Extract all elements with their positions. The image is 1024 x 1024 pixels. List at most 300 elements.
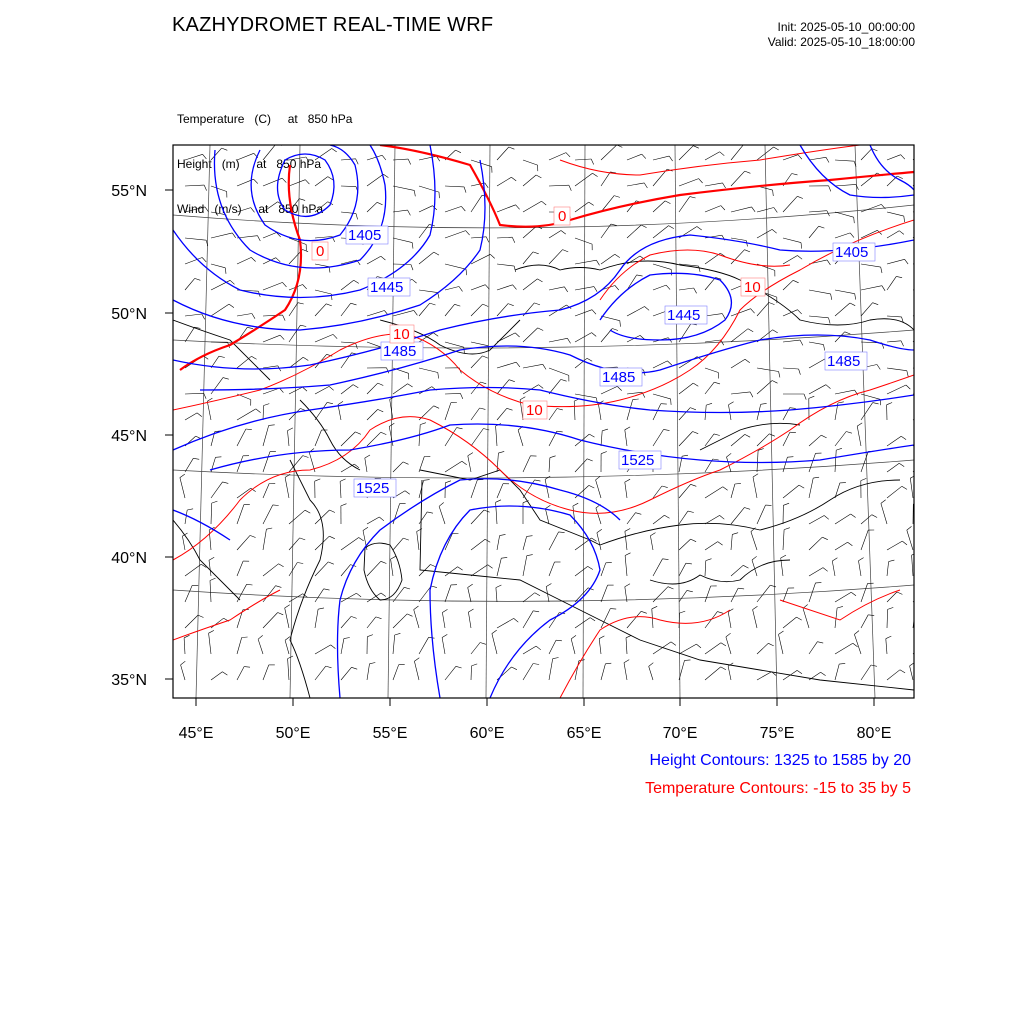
wind-barb <box>263 564 279 576</box>
map-frame <box>173 145 914 698</box>
wind-barb <box>835 290 855 294</box>
wind-barb <box>549 250 563 264</box>
temperature-label <box>312 242 328 260</box>
wind-barb-flag <box>516 205 520 210</box>
wind-barb <box>625 430 627 446</box>
wind-barb <box>445 567 458 576</box>
wind-barb <box>861 403 873 420</box>
wind-barb-flag <box>514 618 519 622</box>
wind-barb <box>471 510 484 524</box>
wind-barb <box>887 276 896 290</box>
wind-barb <box>419 186 439 192</box>
wind-barb-flag <box>846 432 852 434</box>
wind-barb-flag <box>801 243 802 249</box>
wind-barb-flag <box>792 174 798 175</box>
wind-barb <box>315 589 324 602</box>
wind-barb <box>209 560 211 576</box>
wind-barb-flag <box>411 265 413 271</box>
wind-barb <box>596 480 601 498</box>
wind-barb <box>419 290 438 293</box>
wind-barb <box>854 634 861 654</box>
wind-barb-flag <box>408 384 413 387</box>
wind-barb <box>341 667 352 680</box>
wind-barb-flag <box>305 510 310 513</box>
wind-barb-flag <box>615 286 619 291</box>
wind-barb <box>445 666 456 680</box>
wind-barb <box>497 304 508 316</box>
wind-barb-flag <box>329 536 335 539</box>
wind-barb-flag <box>829 318 831 324</box>
wind-barb-flag <box>797 617 802 620</box>
wind-barb-flag <box>204 185 206 191</box>
wind-barb <box>497 484 503 498</box>
wind-barb-flag <box>563 250 569 252</box>
wind-barb <box>861 149 872 160</box>
wind-barb-flag <box>817 642 823 643</box>
wind-barb-flag <box>466 231 470 236</box>
wind-barb <box>393 504 400 524</box>
wind-barb <box>599 639 601 654</box>
height-label <box>354 479 396 497</box>
wind-barb-flag <box>625 427 630 430</box>
wind-barb <box>835 233 850 238</box>
wind-barb <box>393 186 414 190</box>
wind-barb <box>211 233 232 238</box>
lon-label: 70°E <box>662 725 698 742</box>
wind-barb <box>679 288 694 290</box>
wind-barb <box>731 392 750 394</box>
wind-barb <box>496 588 497 602</box>
wind-barb <box>393 210 408 212</box>
wind-barb-flag <box>333 334 337 338</box>
wind-barb-flag <box>721 667 726 670</box>
wind-barb <box>783 238 801 243</box>
wind-barb-flag <box>468 609 473 612</box>
wind-barb <box>285 477 289 498</box>
wind-barb <box>338 405 341 420</box>
wind-barb <box>705 340 721 342</box>
wind-barb-flag <box>395 633 401 635</box>
wind-barb <box>549 185 569 186</box>
wind-barb <box>263 613 278 629</box>
wind-barb <box>207 401 211 420</box>
wind-barb-flag <box>599 636 604 639</box>
lon-label: 45°E <box>178 725 214 742</box>
wind-barb <box>289 303 298 316</box>
wind-barb-flag <box>615 254 620 257</box>
wind-barb <box>237 638 242 655</box>
wind-barb <box>887 486 902 498</box>
wind-barb-flag <box>688 511 694 512</box>
wind-barb-flag <box>626 635 631 638</box>
wind-barb <box>803 608 809 628</box>
wind-barb-flag <box>573 503 578 506</box>
wind-barb <box>757 505 766 524</box>
wind-barb-flag <box>254 179 258 183</box>
wind-barb-flag <box>872 515 877 518</box>
wind-barb <box>367 256 381 264</box>
wind-barb <box>289 456 303 472</box>
wind-barb <box>237 505 244 524</box>
wind-barb-flag <box>403 462 409 464</box>
wind-barb-flag <box>797 196 803 198</box>
wind-barb <box>496 426 497 446</box>
wind-barb <box>180 478 185 498</box>
init-time: Init: 2025-05-10_00:00:00 <box>777 20 915 34</box>
wind-barb-flag <box>187 509 193 510</box>
wind-barb-flag <box>195 278 201 280</box>
wind-barb-flag <box>414 310 418 315</box>
wind-barb <box>263 425 269 446</box>
wind-barb <box>341 280 354 290</box>
wind-barb <box>625 531 627 550</box>
wind-barb <box>523 593 535 602</box>
wind-barb <box>237 456 243 472</box>
wind-barb <box>627 154 642 160</box>
wind-barb-flag <box>536 646 541 650</box>
wind-barb-flag <box>496 585 502 588</box>
wind-barb-flag <box>745 434 750 437</box>
wind-barb <box>626 638 627 654</box>
wind-barb-flag <box>246 429 252 430</box>
wind-barb-flag <box>457 428 463 429</box>
wind-barb-flag <box>456 150 461 153</box>
wind-barb <box>341 159 356 160</box>
wind-barb-flag <box>527 555 533 556</box>
wind-barb-flag <box>727 453 732 457</box>
wind-barb <box>887 231 899 238</box>
wind-barb <box>419 637 429 654</box>
wind-barb <box>341 538 359 551</box>
wind-barb <box>393 635 395 654</box>
wind-barb <box>835 432 846 447</box>
wind-barb-flag <box>459 287 463 292</box>
wind-barb <box>705 542 718 550</box>
wind-barb-flag <box>669 156 672 161</box>
wind-barb-flag <box>797 256 802 260</box>
wind-barb-flag <box>232 233 235 238</box>
wind-barb-flag <box>723 487 728 491</box>
wind-barb <box>185 615 198 628</box>
wind-barb <box>471 666 472 680</box>
height-label <box>833 243 875 261</box>
wind-barb <box>237 153 254 160</box>
wind-barb-flag <box>750 392 753 397</box>
wind-barb-flag <box>610 609 616 610</box>
wind-barb <box>237 314 252 317</box>
wind-barb-flag <box>899 463 904 466</box>
wind-barb <box>367 517 379 524</box>
wind-barb <box>471 565 488 576</box>
wind-barb <box>835 450 836 472</box>
wind-barb-flag <box>605 663 611 664</box>
wind-barb-flag <box>772 381 777 384</box>
wind-barb-flag <box>414 190 415 196</box>
wind-barb-flag <box>377 202 382 205</box>
wind-barb-flag <box>587 459 593 461</box>
wind-barb <box>549 640 556 654</box>
wind-barb-flag <box>668 587 674 589</box>
lat-label: 50°N <box>111 306 147 323</box>
wind-barb <box>263 586 276 602</box>
wind-barb-flag <box>405 491 410 495</box>
wind-barb-flag <box>752 207 756 212</box>
wind-barb-flag <box>412 279 417 283</box>
wind-barb-flag <box>438 373 439 379</box>
wind-barb-flag <box>338 401 343 404</box>
lat-label: 40°N <box>111 550 147 567</box>
wind-barb-flag <box>625 553 630 556</box>
wind-barb <box>289 563 297 577</box>
wind-barb <box>185 207 205 212</box>
wind-barb <box>471 480 477 498</box>
wind-barb-flag <box>761 403 767 404</box>
wind-barb-flag <box>285 605 290 608</box>
wind-barb-flag <box>490 254 494 258</box>
wind-barb-flag <box>353 385 358 388</box>
wind-barb-flag <box>483 429 489 431</box>
wind-barb <box>679 484 691 498</box>
wind-barb-flag <box>927 288 930 293</box>
wind-barb-flag <box>743 565 748 568</box>
wind-barb <box>523 611 533 628</box>
wind-barb-flag <box>561 379 567 381</box>
wind-barb <box>497 285 513 290</box>
wind-barb-flag <box>513 285 517 290</box>
wind-barb-flag <box>804 394 806 400</box>
wind-barb-flag <box>850 303 855 306</box>
wind-barb-flag <box>205 207 209 212</box>
wind-barb <box>182 536 185 550</box>
svg-text:1485: 1485 <box>383 343 417 360</box>
wind-barb <box>679 146 693 160</box>
wind-barb <box>263 452 270 472</box>
wind-barb-flag <box>344 638 350 639</box>
wind-barb-flag <box>242 637 248 638</box>
wind-barb-flag <box>391 556 396 559</box>
wind-barb <box>601 145 617 160</box>
wind-barb <box>289 325 300 342</box>
wind-barb-flag <box>536 175 541 178</box>
wind-barb-flag <box>527 536 533 537</box>
wind-barb <box>414 610 419 628</box>
wind-barb <box>705 382 714 394</box>
wind-barb-flag <box>569 185 571 191</box>
wind-barb <box>341 353 352 368</box>
wind-barb-flag <box>851 592 856 596</box>
wind-barb-flag <box>468 584 473 587</box>
wind-barb-flag <box>836 448 842 450</box>
wind-barb-flag <box>537 279 542 282</box>
wind-barb <box>471 285 485 290</box>
wind-barb-flag <box>721 643 726 646</box>
wind-barb <box>367 383 378 394</box>
wind-barb-flag <box>496 500 501 503</box>
wind-barb <box>575 173 593 186</box>
wind-barb-flag <box>303 456 309 458</box>
wind-barb-flag <box>594 287 597 292</box>
wind-barb-flag <box>500 534 506 535</box>
wind-barb <box>627 275 637 290</box>
wind-barb-flag <box>738 588 744 589</box>
wind-barb-flag <box>720 515 725 519</box>
wind-barb <box>497 205 516 212</box>
wind-barb <box>263 202 278 212</box>
wind-barb-flag <box>753 474 758 477</box>
wind-barb <box>575 459 587 472</box>
wind-barb-flag <box>686 563 692 564</box>
wind-barb <box>835 664 839 680</box>
wind-barb-flag <box>354 280 359 283</box>
wind-barb <box>288 431 290 446</box>
wind-barb-flag <box>460 393 462 399</box>
wind-barb-flag <box>561 231 566 235</box>
wind-field-label: Wind (m/s) at 850 hPa <box>177 202 324 216</box>
wind-barb-flag <box>922 329 928 330</box>
wind-barb-flag <box>753 606 758 609</box>
wind-barb <box>211 280 230 290</box>
wind-barb <box>518 430 523 446</box>
wind-barb-flag <box>901 155 905 159</box>
wind-barb <box>185 154 203 160</box>
wind-barb-flag <box>882 286 885 291</box>
wind-barb-flag <box>356 593 361 597</box>
wind-barb <box>289 408 300 420</box>
wind-barb <box>263 233 277 239</box>
wind-barb-flag <box>838 402 844 403</box>
wind-barb-flag <box>534 303 540 305</box>
wind-barb-flag <box>832 558 837 561</box>
wind-barb <box>471 356 482 368</box>
wind-barb <box>757 229 772 238</box>
wind-barb-flag <box>721 206 725 210</box>
wind-barb <box>705 561 706 576</box>
wind-barb-flag <box>404 587 410 589</box>
wind-barb <box>263 144 276 160</box>
wind-barb-flag <box>589 202 594 205</box>
wind-barb <box>627 307 645 317</box>
wind-barb <box>497 380 509 394</box>
svg-text:10: 10 <box>393 326 410 343</box>
wind-barb <box>705 487 723 498</box>
wind-barb <box>341 186 356 187</box>
wind-barb-flag <box>511 177 516 181</box>
wind-barb-flag <box>726 633 731 637</box>
wind-barb-flag <box>288 428 293 431</box>
wind-barb-flag <box>247 327 253 328</box>
wind-barb-flag <box>283 315 286 321</box>
wind-barb <box>653 394 671 399</box>
wind-barb <box>497 237 512 238</box>
wind-barb <box>289 538 300 550</box>
wind-barb-flag <box>774 147 779 150</box>
wind-barb-flag <box>691 484 697 486</box>
wind-barb-flag <box>770 585 776 587</box>
wind-barb <box>913 309 928 316</box>
wind-barb-flag <box>382 155 386 160</box>
wind-barb <box>523 364 543 368</box>
wind-barb <box>341 616 351 628</box>
wind-barb <box>887 562 889 576</box>
wind-barb <box>471 342 488 346</box>
wind-barb <box>783 256 797 265</box>
wind-barb <box>209 633 211 654</box>
wind-barb-flag <box>932 206 936 211</box>
svg-text:1485: 1485 <box>827 353 861 370</box>
wind-barb-flag <box>905 259 909 264</box>
wind-barb-flag <box>588 566 593 569</box>
wind-barb-flag <box>826 157 829 162</box>
wind-barb <box>523 279 537 290</box>
wind-barb <box>497 408 507 420</box>
wind-barb <box>315 202 328 212</box>
svg-text:10: 10 <box>526 402 543 419</box>
wind-barb-flag <box>745 359 750 363</box>
wind-barb <box>468 612 471 628</box>
wind-barb <box>601 431 602 446</box>
wind-barb <box>181 665 185 680</box>
wind-barb <box>809 211 827 212</box>
height-label <box>381 342 423 360</box>
wind-barb-flag <box>624 660 629 663</box>
valid-time: Valid: 2025-05-10_18:00:00 <box>767 35 915 49</box>
wind-barb-flag <box>564 287 567 292</box>
wind-barb-flag <box>906 385 910 389</box>
wind-barb-flag <box>693 146 699 149</box>
height-label <box>619 451 661 469</box>
wind-barb <box>783 588 788 602</box>
wind-barb-flag <box>352 667 358 669</box>
wind-barb <box>211 264 225 268</box>
wind-barb <box>185 314 202 316</box>
wind-barb <box>809 453 816 472</box>
wind-barb-flag <box>853 643 858 647</box>
wind-barb <box>237 584 247 602</box>
wind-barb <box>679 432 693 447</box>
wind-barb <box>886 639 887 654</box>
wind-barb <box>835 592 851 602</box>
wind-barb <box>857 426 861 446</box>
wind-barb <box>571 639 575 654</box>
wind-barb <box>497 264 514 266</box>
wind-barb-flag <box>485 539 490 542</box>
wind-barb-flag <box>535 480 541 481</box>
wind-barb-flag <box>553 658 559 659</box>
wind-barb-flag <box>202 258 206 262</box>
wind-barb-flag <box>276 586 282 588</box>
wind-barb <box>861 615 868 628</box>
wind-barb <box>393 384 408 394</box>
wind-barb-flag <box>324 589 330 590</box>
wind-barb-flag <box>925 589 931 591</box>
wind-barb-flag <box>644 183 647 188</box>
wind-barb-flag <box>813 477 819 478</box>
wind-barb-flag <box>823 568 828 572</box>
wind-barb-flag <box>732 533 738 535</box>
wind-barb-flag <box>923 146 929 148</box>
wind-barb-flag <box>223 482 229 484</box>
wind-barb <box>445 264 466 269</box>
wind-barb-flag <box>907 371 908 377</box>
wind-barb <box>650 536 653 550</box>
wind-barb <box>549 368 569 375</box>
wind-barb-flag <box>180 474 185 478</box>
wind-barb-flag <box>442 634 447 637</box>
wind-barb-flag <box>824 345 825 351</box>
lon-label: 60°E <box>469 725 505 742</box>
wind-barb-flag <box>252 314 255 319</box>
height-contours <box>173 145 914 698</box>
